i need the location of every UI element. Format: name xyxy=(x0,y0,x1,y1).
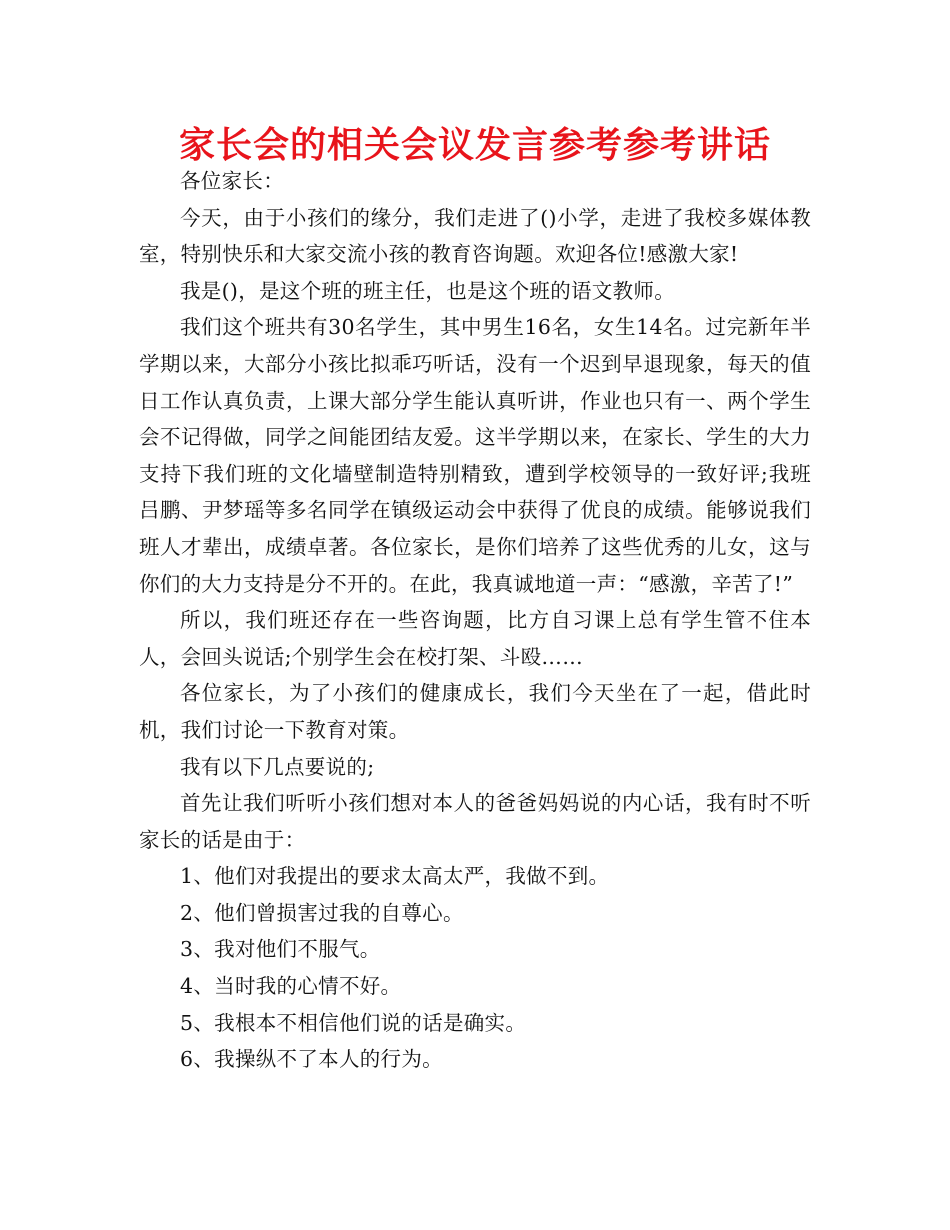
list-item: 5、我根本不相信他们说的话是确实。 xyxy=(180,1010,527,1035)
document-title: 家长会的相关会议发言参考参考讲话 xyxy=(178,125,771,166)
list-item: 3、我对他们不服气。 xyxy=(180,937,381,962)
paragraph: 我们这个班共有30名学生，其中男生16名，女生14名。过完新年半学期以来，大部分小孩比拟乖巧听话，没有一个迟到早退现象，每天的值日工作认真负责，上课大部分学生能认真听讲，作业也只有一、两个学生会不记得做，同学之间能团结友爱。这半学期以来，在家长、学生的大力支持下我们班的文化墙壁制造特别精致，遭到学校领导的一致好评;我班吕鹏、尹梦瑶等多名同学在镇级运动会中获得了优良的成绩。能够说我们班人才辈出，成绩卓著。各位家长，是你们培养了这些优秀的儿女，这与你们的大力支持是分不开的。在此，我真诚地道一声：“感激，辛苦了!” xyxy=(139,315,811,596)
paragraph: 今天，由于小孩们的缘分，我们走进了()小学，走进了我校多媒体教室，特别快乐和大家交流小孩的教育咨询题。欢迎各位!感激大家! xyxy=(139,205,811,267)
paragraph: 所以，我们班还存在一些咨询题，比方自习课上总有学生管不住本人，会回头说话;个别学生会在校打架、斗殴…… xyxy=(139,608,811,669)
list-item: 1、他们对我提出的要求太高太严，我做不到。 xyxy=(180,864,610,889)
document-body xyxy=(139,163,811,1078)
paragraph-greeting: 各位家长： xyxy=(180,169,284,193)
paragraph: 首先让我们听听小孩们想对本人的爸爸妈妈说的内心话，我有时不听家长的话是由于： xyxy=(139,791,811,852)
list-item: 2、他们曾损害过我的自尊心。 xyxy=(180,900,464,925)
list-item: 6、我操纵不了本人的行为。 xyxy=(180,1047,443,1072)
paragraph: 各位家长，为了小孩们的健康成长，我们今天坐在了一起，借此时机，我们讨论一下教育对策。 xyxy=(139,681,811,742)
paragraph: 我是()，是这个班的班主任，也是这个班的语文教师。 xyxy=(180,278,675,303)
paragraph: 我有以下几点要说的; xyxy=(180,754,375,779)
list-item: 4、当时我的心情不好。 xyxy=(180,974,402,999)
